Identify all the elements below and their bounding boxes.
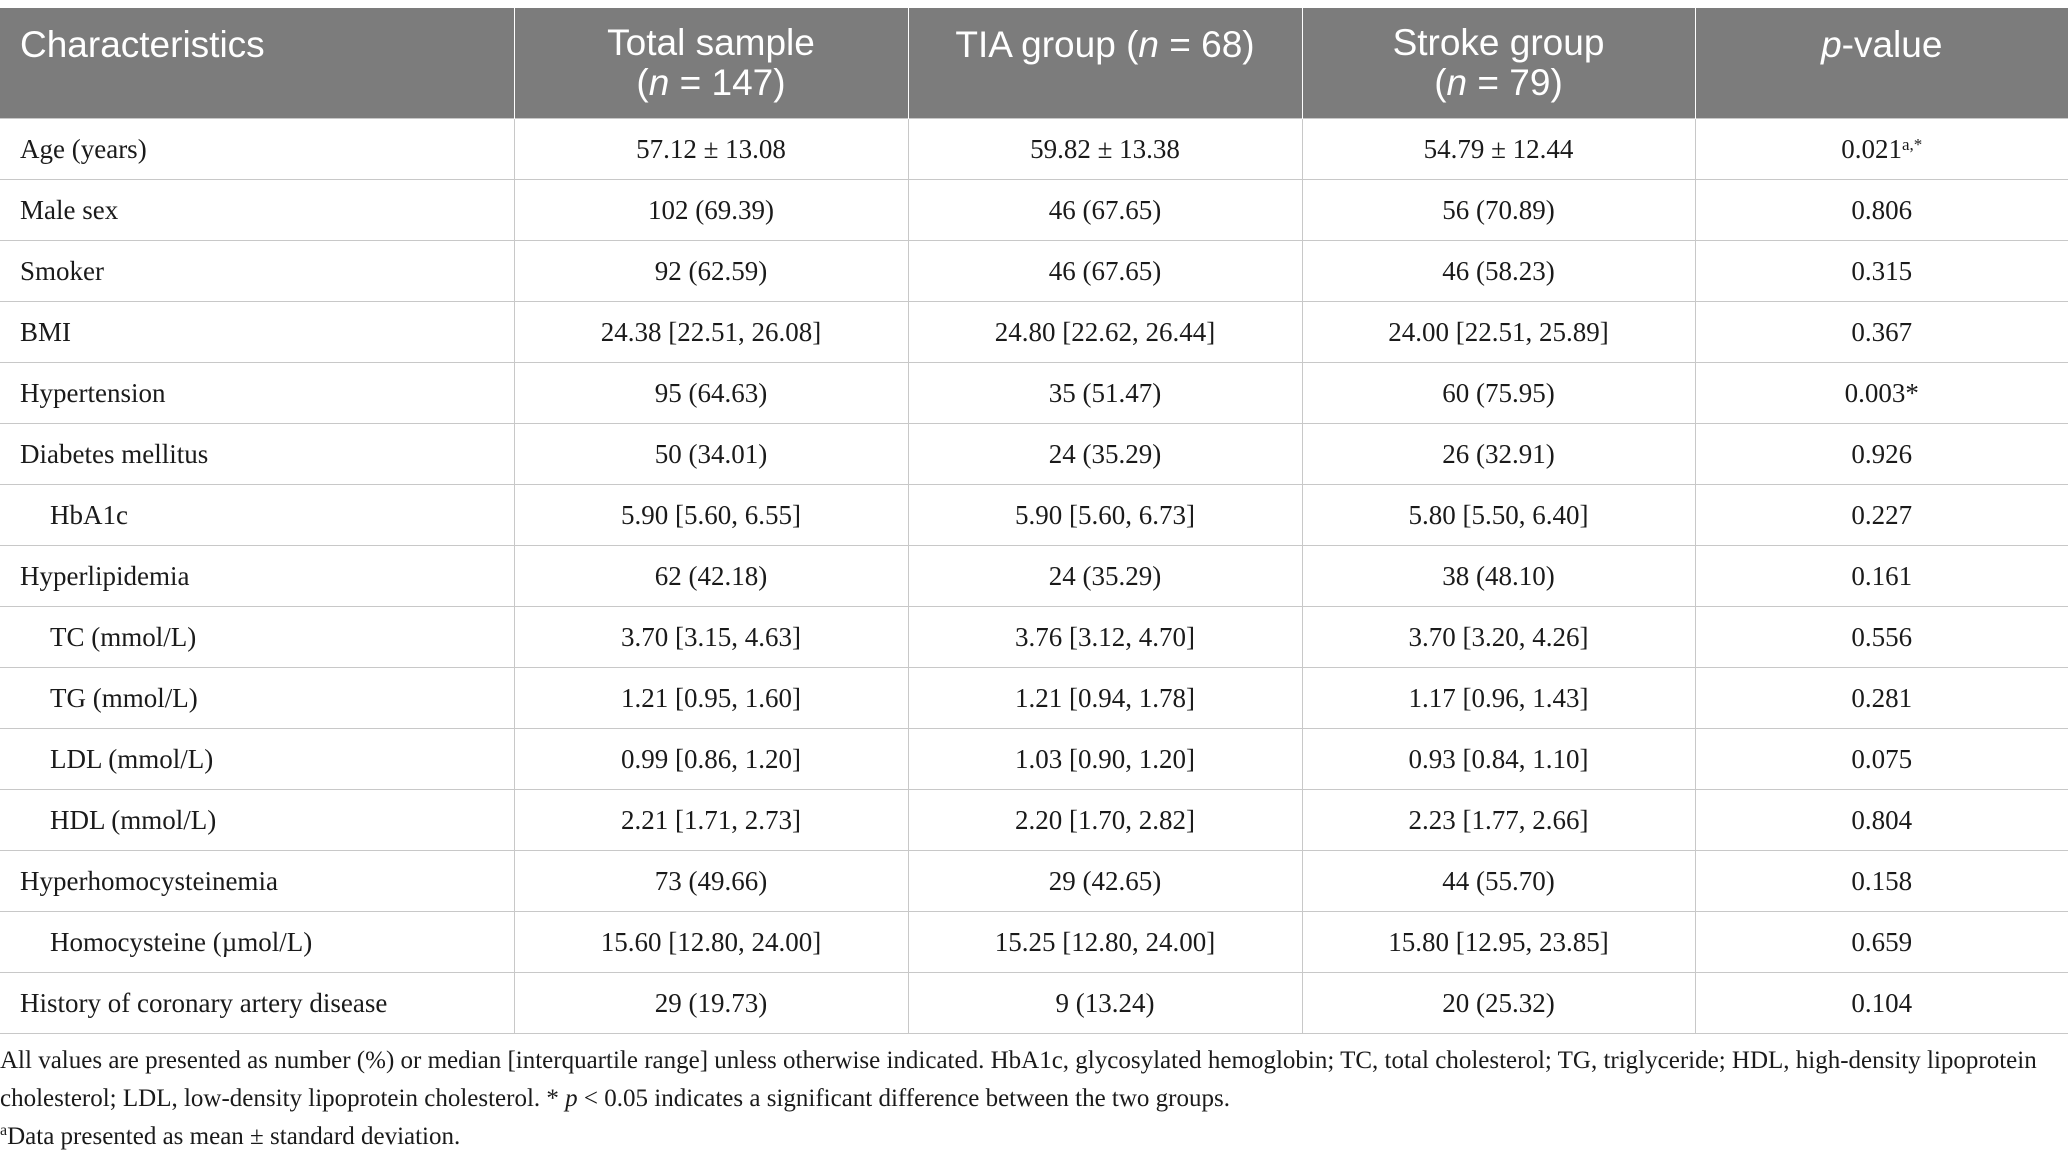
- tia-group-cell: 1.03 [0.90, 1.20]: [908, 729, 1302, 790]
- p-value-footnote-mark: a,*: [1901, 134, 1923, 154]
- p-value-cell: 0.556: [1695, 607, 2068, 668]
- tia-group-cell: 1.21 [0.94, 1.78]: [908, 668, 1302, 729]
- stroke-group-cell: 44 (55.70): [1302, 851, 1695, 912]
- total-sample-cell: 95 (64.63): [514, 363, 908, 424]
- tia-group-cell: 15.25 [12.80, 24.00]: [908, 912, 1302, 973]
- row-label-cell: Male sex: [0, 180, 514, 241]
- table-row: [0, 424, 2068, 485]
- total-sample-cell: 15.60 [12.80, 24.00]: [514, 912, 908, 973]
- note-abbreviations: All values are presented as number (%) or median [interquartile range] unless otherwise indicated. HbA1c, glycosylated hemoglobin; TC, total cholesterol; TG, triglyceride; HDL, high-density lipoprotein cholesterol; LDL, low-density lipoprotein cholesterol. * p < 0.05 indicates a significant difference between the two groups.: [0, 1047, 2037, 1112]
- table-row: [0, 668, 2068, 729]
- stroke-group-cell: 60 (75.95): [1302, 363, 1695, 424]
- table-notes: [0, 1042, 2060, 1156]
- tia-group-cell: 3.76 [3.12, 4.70]: [908, 607, 1302, 668]
- tia-group-cell: 35 (51.47): [908, 363, 1302, 424]
- total-sample-cell: 57.12 ± 13.08: [514, 119, 908, 180]
- table-row: [0, 607, 2068, 668]
- total-sample-cell: 5.90 [5.60, 6.55]: [514, 485, 908, 546]
- total-sample-cell: 0.99 [0.86, 1.20]: [514, 729, 908, 790]
- tia-group-cell: 24 (35.29): [908, 546, 1302, 607]
- p-value-cell: 0.806: [1695, 180, 2068, 241]
- note-footnote-a: $^a$Data presented as mean ± standard deviation.: [0, 1122, 461, 1150]
- total-sample-cell: 3.70 [3.15, 4.63]: [514, 607, 908, 668]
- stroke-group-cell: 26 (32.91): [1302, 424, 1695, 485]
- table-body: [0, 119, 2068, 1034]
- stroke-group-cell: 46 (58.23): [1302, 241, 1695, 302]
- stroke-group-cell: 0.93 [0.84, 1.10]: [1302, 729, 1695, 790]
- table-row: [0, 851, 2068, 912]
- row-label-cell: Hypertension: [0, 363, 514, 424]
- p-value-cell: 0.161: [1695, 546, 2068, 607]
- row-label-cell: Age (years): [0, 119, 514, 180]
- row-label-cell: LDL (mmol/L): [0, 729, 514, 790]
- p-value-cell: 0.367: [1695, 302, 2068, 363]
- header-tia-group: TIA group (n = 68): [908, 8, 1302, 119]
- total-sample-cell: 29 (19.73): [514, 973, 908, 1034]
- p-value-cell: 0.003*: [1695, 363, 2068, 424]
- tia-group-cell: 46 (67.65): [908, 241, 1302, 302]
- table-row: [0, 546, 2068, 607]
- table-row: [0, 912, 2068, 973]
- header-stroke-group: Stroke group (n = 79): [1302, 8, 1695, 119]
- total-sample-cell: 2.21 [1.71, 2.73]: [514, 790, 908, 851]
- table-row: [0, 363, 2068, 424]
- header-row: [0, 8, 2068, 119]
- row-label-cell: HDL (mmol/L): [0, 790, 514, 851]
- row-label-cell: Smoker: [0, 241, 514, 302]
- table-row: [0, 729, 2068, 790]
- header-total-sample: Total sample (n = 147): [514, 8, 908, 119]
- total-sample-cell: 102 (69.39): [514, 180, 908, 241]
- table-row: [0, 180, 2068, 241]
- p-value-cell: 0.315: [1695, 241, 2068, 302]
- tia-group-cell: 9 (13.24): [908, 973, 1302, 1034]
- total-sample-cell: 50 (34.01): [514, 424, 908, 485]
- stroke-group-cell: 38 (48.10): [1302, 546, 1695, 607]
- stroke-group-cell: 56 (70.89): [1302, 180, 1695, 241]
- stroke-group-cell: 2.23 [1.77, 2.66]: [1302, 790, 1695, 851]
- tia-group-cell: 29 (42.65): [908, 851, 1302, 912]
- tia-group-cell: 5.90 [5.60, 6.73]: [908, 485, 1302, 546]
- total-sample-cell: 92 (62.59): [514, 241, 908, 302]
- tia-group-cell: 59.82 ± 13.38: [908, 119, 1302, 180]
- tia-group-cell: 24 (35.29): [908, 424, 1302, 485]
- stroke-group-cell: 3.70 [3.20, 4.26]: [1302, 607, 1695, 668]
- table-row: [0, 241, 2068, 302]
- p-value-cell: 0.926: [1695, 424, 2068, 485]
- tia-group-cell: 46 (67.65): [908, 180, 1302, 241]
- row-label-cell: BMI: [0, 302, 514, 363]
- row-label-cell: Hyperlipidemia: [0, 546, 514, 607]
- p-value-cell: 0.804: [1695, 790, 2068, 851]
- tia-group-cell: 2.20 [1.70, 2.82]: [908, 790, 1302, 851]
- p-value-cell: 0.227: [1695, 485, 2068, 546]
- row-label-cell: Homocysteine (µmol/L): [0, 912, 514, 973]
- header-characteristics: Characteristics: [0, 8, 514, 119]
- p-value-cell: 0.158: [1695, 851, 2068, 912]
- stroke-group-cell: 24.00 [22.51, 25.89]: [1302, 302, 1695, 363]
- row-label-cell: HbA1c: [0, 485, 514, 546]
- row-label-cell: Diabetes mellitus: [0, 424, 514, 485]
- p-value-cell: 0.104: [1695, 973, 2068, 1034]
- total-sample-cell: 24.38 [22.51, 26.08]: [514, 302, 908, 363]
- total-sample-cell: 73 (49.66): [514, 851, 908, 912]
- p-value-cell: 0.659: [1695, 912, 2068, 973]
- p-value-cell: $0.021^{a,*}$: [1695, 119, 2068, 180]
- table-row: [0, 485, 2068, 546]
- row-label-cell: TG (mmol/L): [0, 668, 514, 729]
- tia-group-cell: 24.80 [22.62, 26.44]: [908, 302, 1302, 363]
- stroke-group-cell: 54.79 ± 12.44: [1302, 119, 1695, 180]
- stroke-group-cell: 20 (25.32): [1302, 973, 1695, 1034]
- stroke-group-cell: 1.17 [0.96, 1.43]: [1302, 668, 1695, 729]
- row-label-cell: TC (mmol/L): [0, 607, 514, 668]
- characteristics-table: [0, 8, 2068, 1034]
- header-p-value: p-value: [1695, 8, 2068, 119]
- table-row: [0, 973, 2068, 1034]
- total-sample-cell: 62 (42.18): [514, 546, 908, 607]
- stroke-group-cell: 5.80 [5.50, 6.40]: [1302, 485, 1695, 546]
- stroke-group-cell: 15.80 [12.95, 23.85]: [1302, 912, 1695, 973]
- row-label-cell: Hyperhomocysteinemia: [0, 851, 514, 912]
- row-label-cell: History of coronary artery disease: [0, 973, 514, 1034]
- table-row: [0, 790, 2068, 851]
- total-sample-cell: 1.21 [0.95, 1.60]: [514, 668, 908, 729]
- table-row: [0, 119, 2068, 180]
- p-value-cell: 0.075: [1695, 729, 2068, 790]
- table-row: [0, 302, 2068, 363]
- p-value-cell: 0.281: [1695, 668, 2068, 729]
